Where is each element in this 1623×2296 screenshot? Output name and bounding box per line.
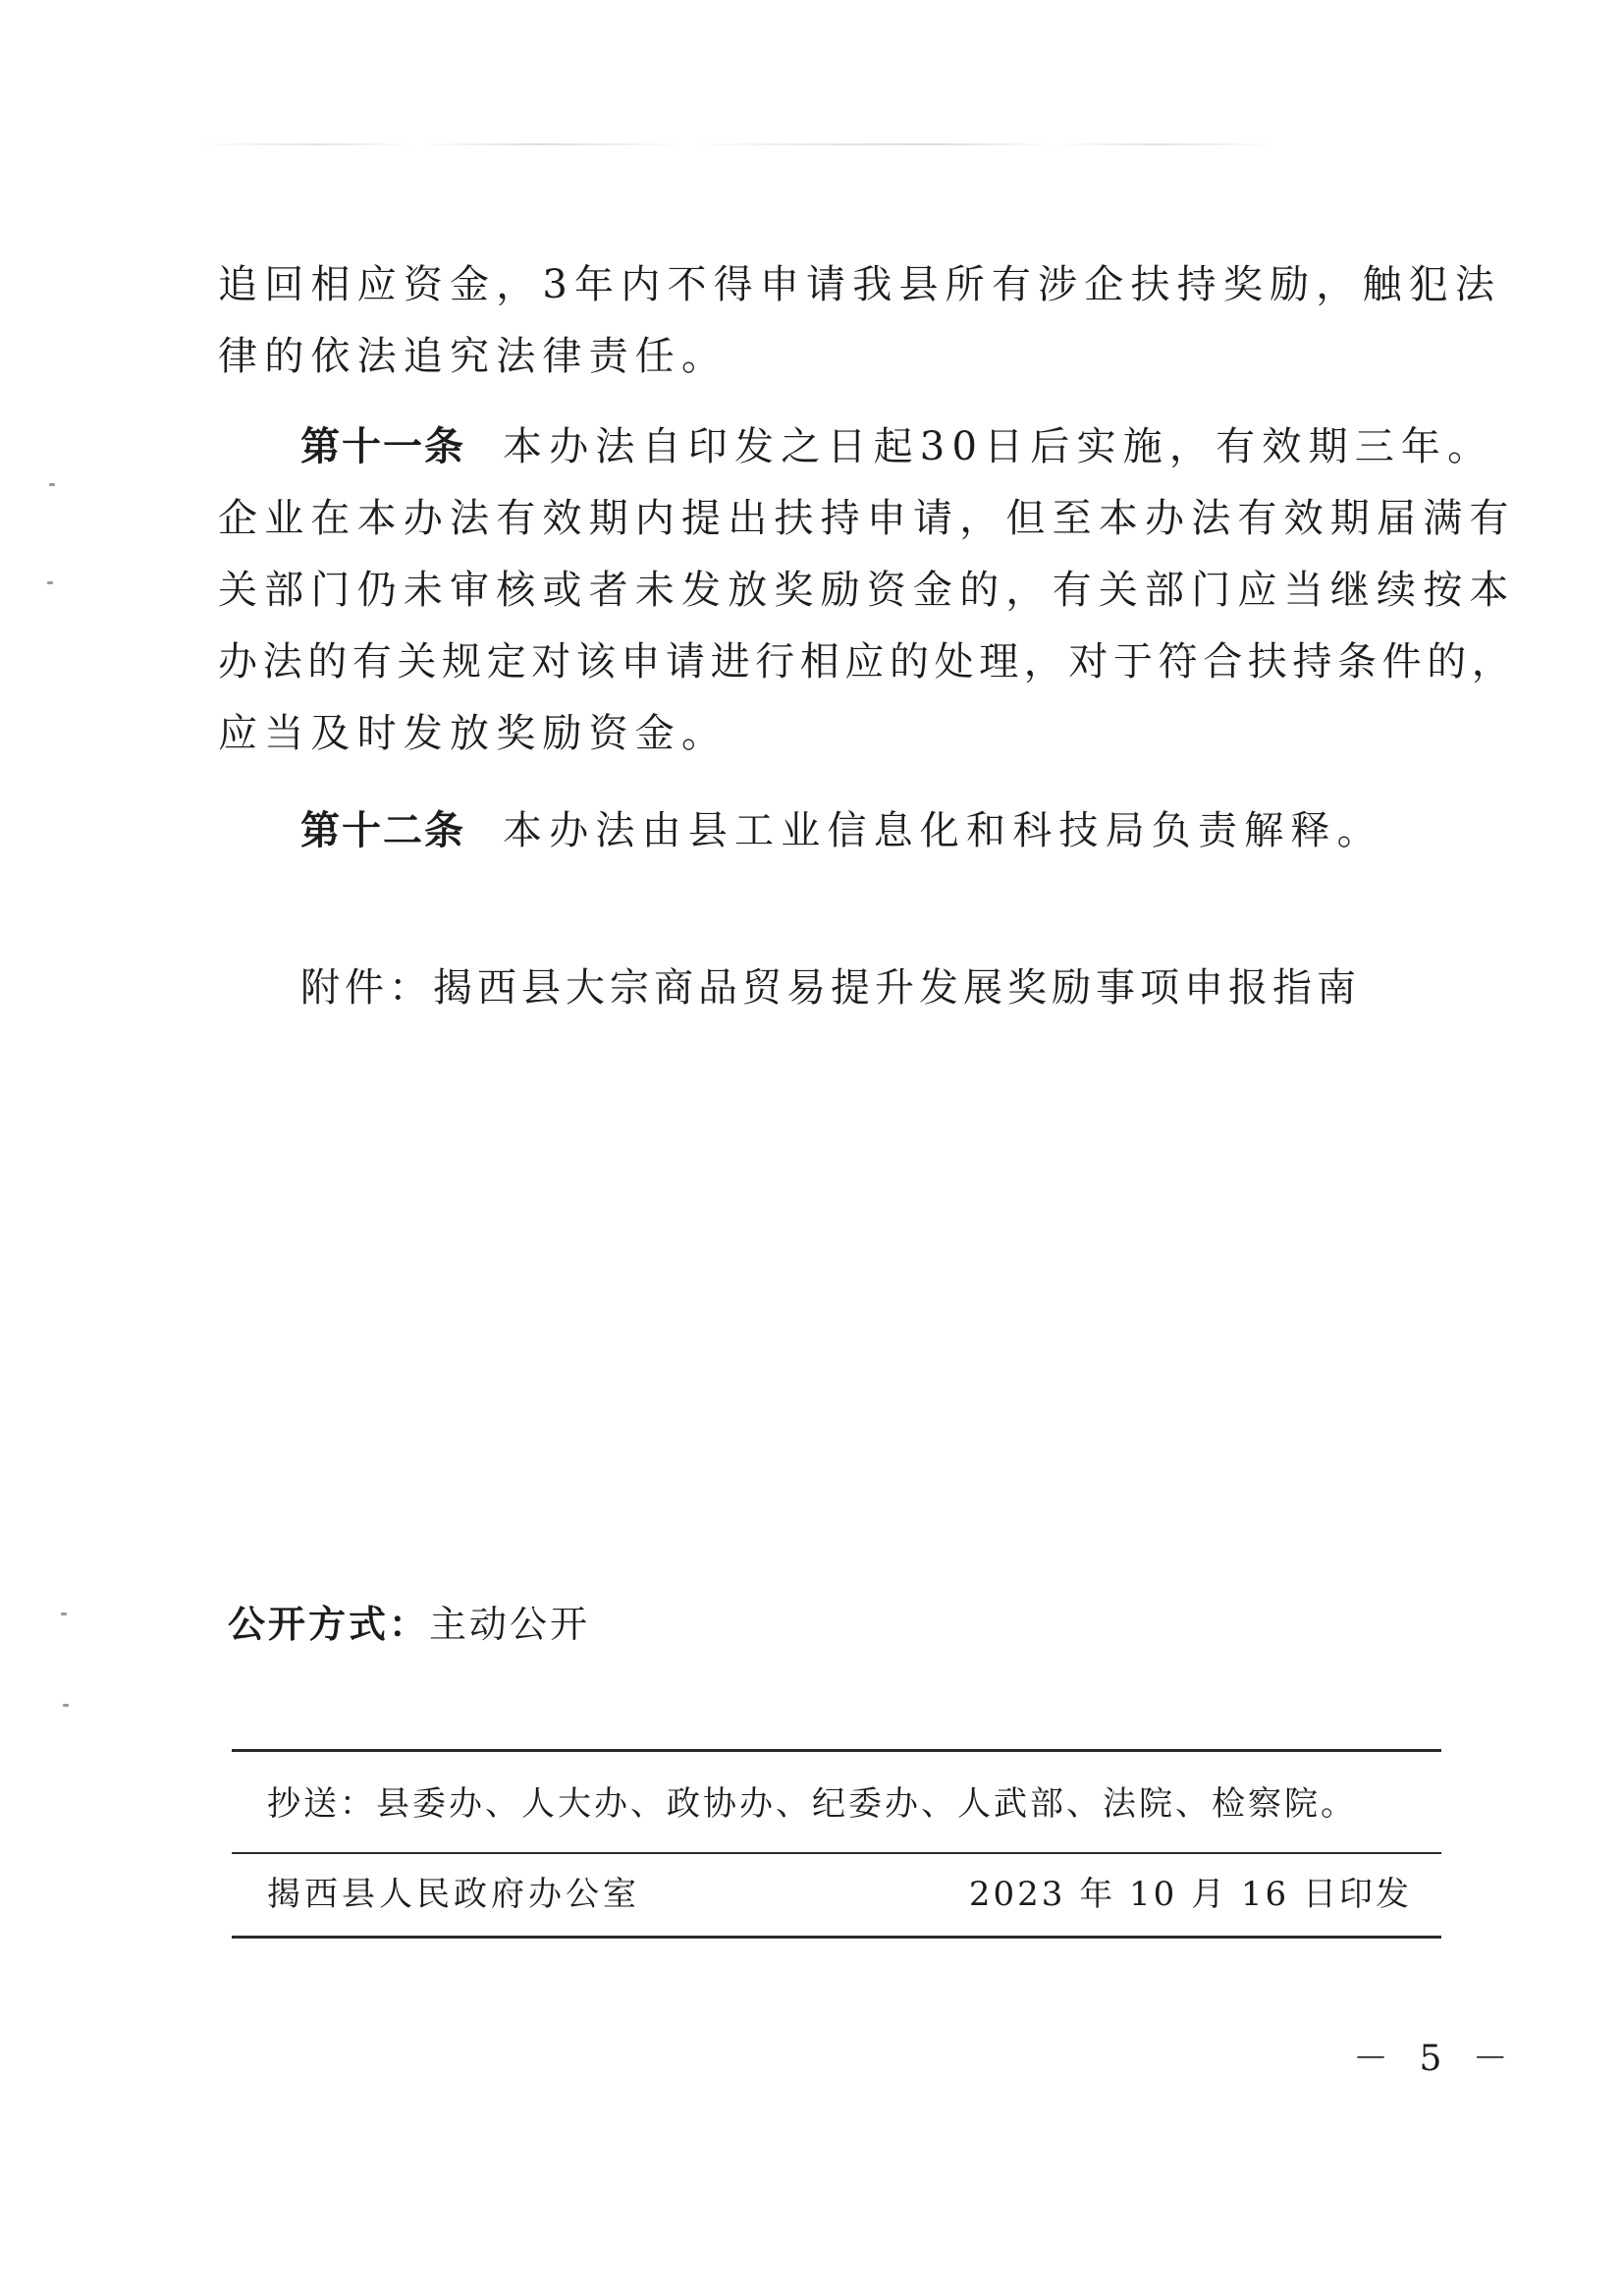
margin-mark bbox=[49, 483, 55, 486]
margin-mark bbox=[63, 1704, 69, 1707]
footer-rule-bottom bbox=[232, 1936, 1441, 1939]
body-line: 企业在本办法有效期内提出扶持申请，但至本办法有效期届满有 bbox=[218, 496, 1516, 541]
issue-date: 2023 年 10 月 16 日印发 bbox=[968, 1875, 1412, 1914]
disclosure-label: 公开方式： bbox=[228, 1603, 430, 1646]
article-11-heading: 第十一条 bbox=[300, 424, 465, 469]
article-12-line bbox=[300, 803, 1518, 858]
article-11-text: 本办法自印发之日起30日后实施，有效期三年。 bbox=[503, 424, 1494, 469]
article-12-heading: 第十二条 bbox=[300, 808, 465, 853]
body-line: 律的依法追究法律责任。 bbox=[218, 334, 729, 379]
attachment-line: 附件：揭西县大宗商品贸易提升发展奖励事项申报指南 bbox=[300, 965, 1361, 1011]
disclosure-line bbox=[228, 1597, 1445, 1652]
page-number: － 5 － bbox=[1353, 2039, 1518, 2079]
body-line: 应当及时发放奖励资金。 bbox=[218, 711, 729, 756]
footer-rule-middle bbox=[232, 1852, 1441, 1854]
margin-mark bbox=[61, 1613, 67, 1615]
scan-artifact-line bbox=[196, 143, 1424, 145]
article-12-text: 本办法由县工业信息化和科技局负责解释。 bbox=[503, 808, 1383, 853]
cc-list: 抄送：县委办、人大办、政协办、纪委办、人武部、法院、检察院。 bbox=[267, 1784, 1357, 1824]
disclosure-value: 主动公开 bbox=[429, 1603, 591, 1646]
body-line: 追回相应资金，3年内不得申请我县所有涉企扶持奖励，触犯法 bbox=[218, 262, 1502, 307]
footer-rule-top bbox=[232, 1749, 1441, 1752]
body-line: 办法的有关规定对该申请进行相应的处理，对于符合扶持条件的， bbox=[218, 639, 1517, 684]
body-line: 关部门仍未审核或者未发放奖励资金的，有关部门应当继续按本 bbox=[218, 568, 1516, 613]
issuer: 揭西县人民政府办公室 bbox=[267, 1875, 640, 1914]
article-11-first-line bbox=[300, 419, 1518, 474]
margin-mark bbox=[47, 581, 53, 584]
